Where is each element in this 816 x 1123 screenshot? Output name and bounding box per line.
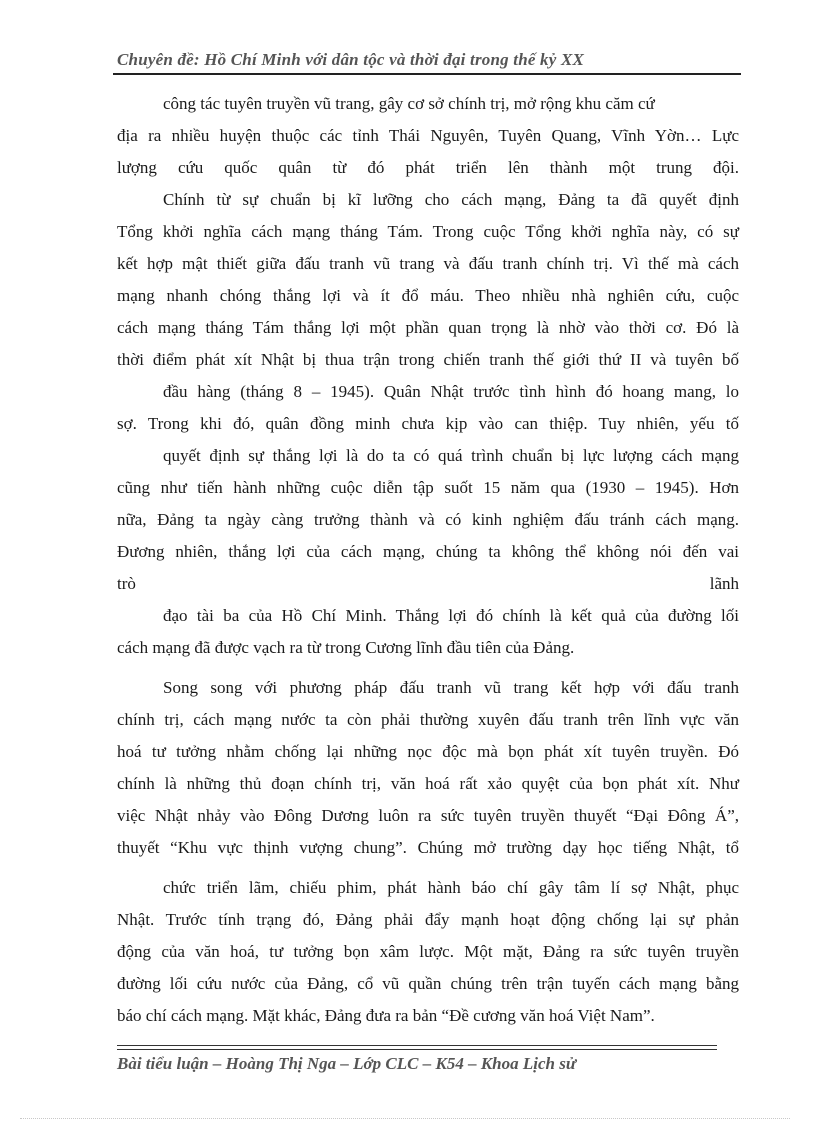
text-line: thời điểm phát xít Nhật bị thua trận trong chiến tranh thế giới thứ II và tuyên bố	[117, 350, 739, 369]
body-text	[117, 88, 739, 1032]
text-line: cách mạng đã được vạch ra từ trong Cương lĩnh đầu tiên của Đảng.	[117, 638, 575, 657]
footer-rule	[117, 1045, 717, 1050]
text-line: công tác tuyên truyền vũ trang, gây cơ sở chính trị, mở rộng khu căm cứ	[163, 94, 655, 113]
text-line: chính là những thủ đoạn chính trị, văn hoá rất xảo quyệt của bọn phát xít. Như	[117, 774, 739, 793]
text-line: quyết định sự thắng lợi là do ta có quá trình chuẩn bị lực lượng cách mạng	[163, 446, 739, 465]
text-line: cách mạng tháng Tám thắng lợi một phần quan trọng là nhờ vào thời cơ. Đó là	[117, 318, 739, 337]
text-line: đường lối cứu nước của Đảng, cổ vũ quần chúng trên trận tuyến cách mạng bằng	[117, 974, 739, 993]
page-bottom-dotted-line	[20, 1118, 790, 1119]
text-line: chính trị, cách mạng nước ta còn phải thường xuyên đấu tranh trên lĩnh vực văn	[117, 710, 739, 729]
text-line: động của văn hoá, tư tưởng bọn xâm lược. Một mặt, Đảng ra sức tuyên truyền	[117, 942, 739, 961]
text-line: trò lãnh	[117, 574, 739, 593]
text-line: thuyết “Khu vực thịnh vượng chung”. Chúng mở trường dạy học tiếng Nhật, tổ	[117, 838, 739, 857]
text-line: đầu hàng (tháng 8 – 1945). Quân Nhật trước tình hình đó hoang mang, lo	[163, 382, 739, 401]
text-line: Tổng khởi nghĩa cách mạng tháng Tám. Trong cuộc Tổng khởi nghĩa này, có sự	[117, 222, 739, 241]
text-line: lượng cứu quốc quân từ đó phát triển lên thành một trung đội.	[117, 158, 739, 177]
text-line: Đương nhiên, thắng lợi của cách mạng, chúng ta không thể không nói đến vai	[117, 542, 739, 561]
text-line: mạng nhanh chóng thắng lợi và ít đổ máu. Theo nhiều nhà nghiên cứu, cuộc	[117, 286, 739, 305]
text-line: hoá tư tưởng nhằm chống lại những nọc độc mà bọn phát xít tuyên truyền. Đó	[117, 742, 739, 761]
text-line: Nhật. Trước tính trạng đó, Đảng phải đẩy mạnh hoạt động chống lại sự phản	[117, 910, 739, 929]
text-line: Song song với phương pháp đấu tranh vũ trang kết hợp với đấu tranh	[163, 678, 739, 697]
paragraph-gap	[117, 664, 739, 672]
page-footer: Bài tiểu luận – Hoàng Thị Nga – Lớp CLC – K54 – Khoa Lịch sử	[117, 1054, 577, 1073]
text-line: kết hợp mật thiết giữa đấu tranh vũ trang và đấu tranh chính trị. Vì thế mà cách	[117, 254, 739, 273]
text-line: sợ. Trong khi đó, quân đồng minh chưa kịp vào can thiệp. Tuy nhiên, yếu tố	[117, 414, 739, 433]
text-line: chức triển lãm, chiếu phim, phát hành báo chí gây tâm lí sợ Nhật, phục	[163, 878, 739, 897]
text-line: Chính từ sự chuẩn bị kĩ lưỡng cho cách mạng, Đảng ta đã quyết định	[163, 190, 739, 209]
text-line: địa ra nhiều huyện thuộc các tỉnh Thái Nguyên, Tuyên Quang, Vĩnh Yờn… Lực	[117, 126, 739, 145]
text-line: nữa, Đảng ta ngày càng trưởng thành và có kinh nghiệm đấu tránh cách mạng.	[117, 510, 739, 529]
text-line: đạo tài ba của Hồ Chí Minh. Thắng lợi đó chính là kết quả của đường lối	[163, 606, 739, 625]
paragraph-gap	[117, 864, 739, 872]
text-line: cũng như tiến hành những cuộc diễn tập suốt 15 năm qua (1930 – 1945). Hơn	[117, 478, 739, 497]
header-rule	[113, 73, 741, 75]
page-header: Chuyên đề: Hồ Chí Minh với dân tộc và thời đại trong thế kỷ XX	[117, 50, 585, 69]
text-line: việc Nhật nhảy vào Đông Dương luôn ra sức tuyên truyền thuyết “Đại Đông Á”,	[117, 806, 739, 825]
text-line: báo chí cách mạng. Mặt khác, Đảng đưa ra bản “Đề cương văn hoá Việt Nam”.	[117, 1006, 655, 1025]
